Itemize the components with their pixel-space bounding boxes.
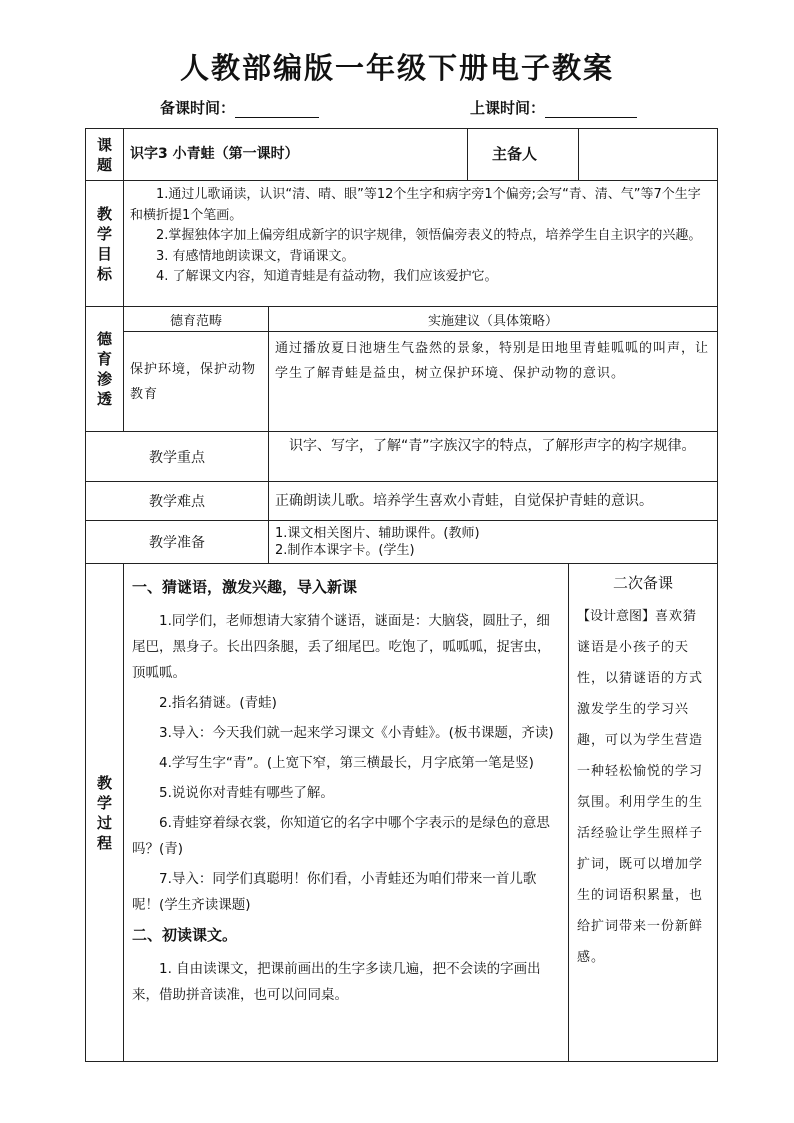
process-section-title: 一、猜谜语，激发兴趣，导入新课	[132, 578, 358, 596]
process-step: 1.同学们，老师想请大家猜个谜语，谜面是：大脑袋，圆肚子，细尾巴，黑身子。长出四条腿，丢了细尾巴。吃饱了，呱呱呱，捉害虫，顶呱呱。	[132, 613, 551, 681]
moral-strategy: 通过播放夏日池塘生气盎然的景象，特别是田地里青蛙呱呱的叫声，让学生了解青蛙是益虫，树立保护环境、保护动物的意识。	[269, 332, 718, 432]
second-prep-cell	[569, 564, 718, 1062]
key-point-value: 识字、写字，了解“青”字族汉字的特点，了解形声字的构字规律。	[269, 432, 718, 482]
preparation-row	[86, 521, 718, 564]
process-step: 7.导入：同学们真聪明！你们看，小青蛙还为咱们带来一首儿歌呢！(学生齐读课题)	[132, 871, 537, 913]
moral-header-row	[86, 307, 718, 332]
objective-item: 1.通过儿歌诵读，认识“清、晴、眼”等12个生字和病字旁1个偏旁;会写“青、清、气”等7个生字和横折提1个笔画。	[130, 187, 701, 223]
topic-label-cell: 课题	[86, 129, 124, 181]
process-label-cell: 教学过程	[86, 564, 124, 1062]
process-step: 6.青蛙穿着绿衣裳，你知道它的名字中哪个字表示的是绿色的意思吗？(青)	[132, 815, 550, 857]
moral-col1-header: 德育范畴	[124, 307, 269, 332]
class-time-blank	[545, 101, 637, 118]
prep-time-blank	[235, 101, 319, 118]
moral-category: 保护环境，保护动物教育	[124, 332, 269, 432]
preparation-label: 教学准备	[86, 521, 269, 564]
document-title: 人教部编版一年级下册电子教案	[179, 51, 614, 85]
preparer-value	[579, 129, 718, 181]
objective-item: 2.掌握独体字加上偏旁组成新字的识字规律，领悟偏旁表义的特点，培养学生自主识字的兴趣。	[156, 228, 702, 243]
objective-item: 3. 有感情地朗读课文，背诵课文。	[156, 248, 355, 264]
second-prep-title: 二次备课	[613, 574, 674, 592]
design-intent	[577, 601, 709, 973]
process-row	[86, 564, 718, 1062]
prep-time-label: 备课时间：	[160, 99, 236, 117]
objective-item: 4. 了解课文内容，知道青蛙是有益动物，我们应该爱护它。	[156, 269, 498, 284]
preparer-label: 主备人	[468, 129, 579, 181]
difficulty-value: 正确朗读儿歌。培养学生喜欢小青蛙，自觉保护青蛙的意识。	[269, 482, 718, 521]
process-step: 5.说说你对青蛙有哪些了解。	[159, 785, 334, 801]
key-point-row	[86, 432, 718, 482]
objectives-row	[86, 181, 718, 307]
preparation-list	[269, 521, 718, 564]
prep-time-field	[160, 97, 319, 118]
moral-col2-header: 实施建议（具体策略）	[269, 307, 718, 332]
objectives-list	[124, 181, 718, 307]
preparation-item: 1.课文相关图片、辅助课件。(教师)	[275, 526, 480, 541]
process-content	[124, 564, 569, 1062]
topic-value: 识字3 小青蛙（第一课时）	[124, 129, 468, 181]
process-step: 4.学写生字“青”。(上宽下窄，第三横最长，月字底第一笔是竖)	[159, 755, 534, 771]
process-section-title: 二、初读课文。	[132, 926, 238, 944]
moral-body-row	[86, 332, 718, 432]
preparation-item: 2.制作本课字卡。(学生)	[275, 543, 415, 558]
process-step: 2.指名猜谜。(青蛙)	[159, 695, 277, 711]
class-time-label: 上课时间：	[470, 99, 546, 117]
topic-row	[86, 129, 718, 181]
process-step: 3.导入：今天我们就一起来学习课文《小青蛙》。(板书课题，齐读)	[159, 725, 554, 741]
lesson-plan-table	[85, 128, 718, 1062]
difficulty-row	[86, 482, 718, 521]
key-point-label: 教学重点	[86, 432, 269, 482]
objectives-label-cell: 教学目标	[86, 181, 124, 307]
process-step: 1. 自由读课文，把课前画出的生字多读几遍，把不会读的字画出来，借助拼音读准，也可以问同桌。	[132, 961, 541, 1003]
difficulty-label: 教学难点	[86, 482, 269, 521]
moral-label-cell: 德育渗透	[86, 307, 124, 432]
design-intent-text: 喜欢猜谜语是小孩子的天性，以猜谜语的方式激发学生的学习兴趣，可以为学生营造一种轻松愉悦的学习氛围。利用学生的生活经验让学生照样子扩词，既可以增加学生的词语积累量，也给扩词带来一份新鲜感。	[577, 609, 704, 965]
design-intent-label: 【设计意图】	[577, 609, 656, 624]
class-time-field	[470, 97, 637, 118]
